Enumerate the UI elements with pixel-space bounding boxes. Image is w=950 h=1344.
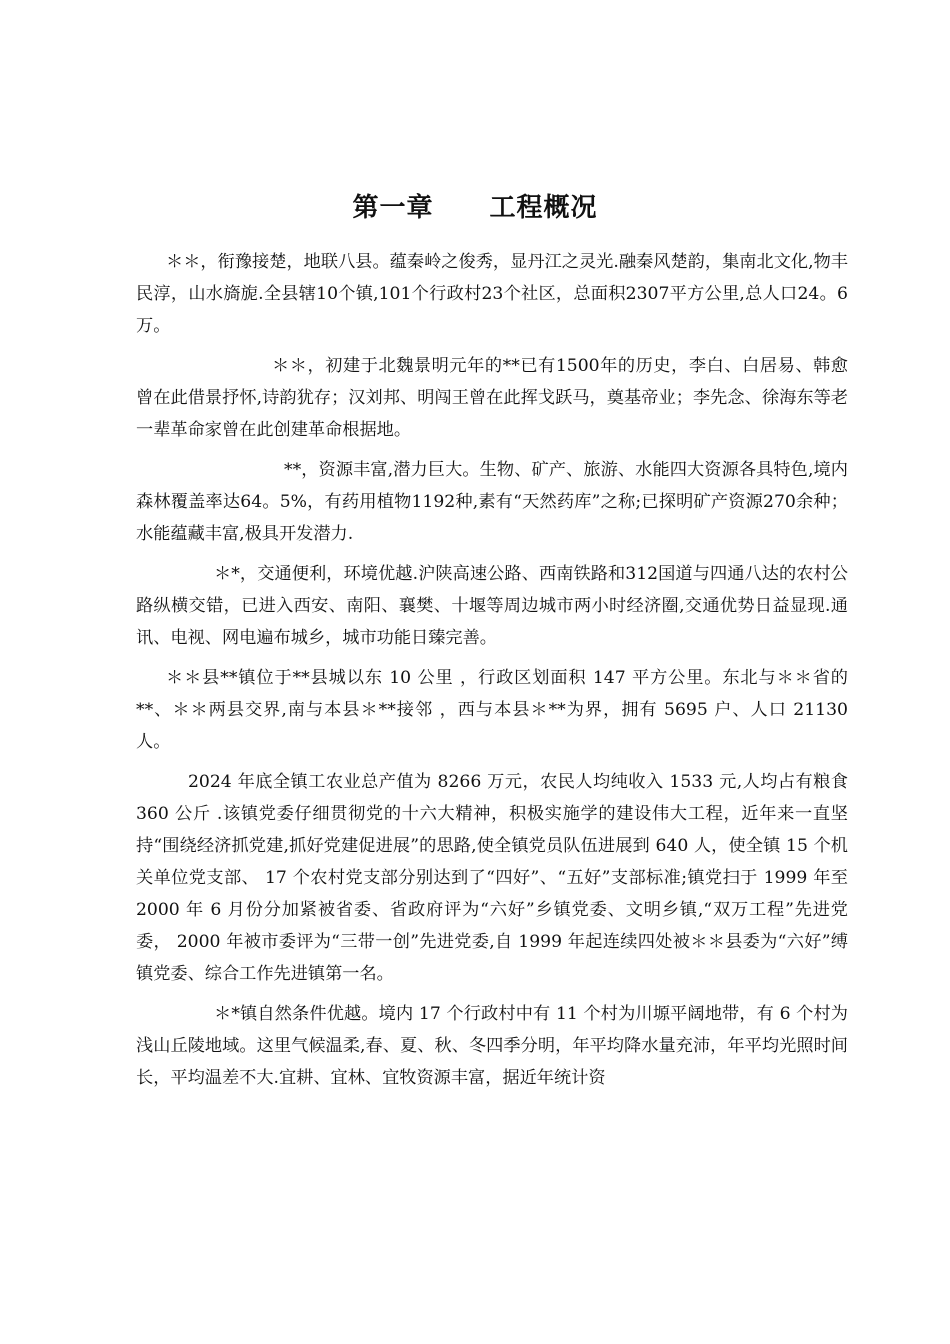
paragraph-town-location: ＊＊县**镇位于**县城以东 10 公里 ，行政区划面积 147 平方公里。东北与＊＊省的**、＊＊两县交界,南与本县＊**接邻 ，西与本县＊**为界，拥有 5695 户、人口 21130 人。 — [136, 668, 848, 752]
paragraph-history: ＊＊，初建于北魏景明元年的**已有1500年的历史，李白、白居易、韩愈曾在此借景抒怀,诗韵犹存；汉刘邦、明闯王曾在此挥戈跃马，奠基帝业；李先念、徐海东等老一辈革命家曾在此创建革命根据地。 — [136, 356, 848, 440]
chapter-title — [0, 187, 950, 224]
paragraph-resources: **，资源丰富,潜力巨大。生物、矿产、旅游、水能四大资源各具特色,境内森林覆盖率达64。5%，有药用植物1192种,素有“天然药库”之称;已探明矿产资源270余种；水能蕴藏丰富,极具开发潜力. — [136, 460, 848, 544]
paragraph-transport: ＊*，交通便利，环境优越.沪陕高速公路、西南铁路和312国道与四通八达的农村公路纵横交错，已进入西安、南阳、襄樊、十堰等周边城市两小时经济圈,交通优势日益显现.通讯、电视、网电遍布城乡，城市功能日臻完善。 — [136, 564, 848, 648]
paragraph-economy: 2024 年底全镇工农业总产值为 8266 万元，农民人均纯收入 1533 元,人均占有粮食 360 公斤 .该镇党委仔细贯彻党的十六大精神，积极实施学的建设伟大工程，近年来一直坚持“围绕经济抓党建,抓好党建促进展”的思路,使全镇党员队伍进展到 640 人，使全镇 15 个机关单位党支部、 17 个农村党支部分别达到了“四好”、“五好”支部标准;镇党扫于 1999 年至 2000 年 6 月份分加紧被省委、省政府评为“六好”乡镇党委、文明乡镇,“双万工程”先进党委， 2000 年被市委评为“三带一创”先进党委,自 1999 年起连续四处被＊＊县委为“六好”缚镇党委、综合工作先进镇第一名。 — [136, 772, 848, 984]
paragraph-natural-conditions: ＊*镇自然条件优越。境内 17 个行政村中有 11 个村为川塬平阔地带，有 6 个村为浅山丘陵地域。这里气候温柔,春、夏、秋、冬四季分明，年平均降水量充沛，年平均光照时间长，平均温差不大.宜耕、宜林、宜牧资源丰富，据近年统计资 — [136, 1004, 848, 1088]
chapter-name: 工程概况 — [489, 193, 598, 224]
document-body — [136, 246, 848, 1102]
chapter-number: 第一章 — [352, 193, 434, 224]
paragraph-overview: ＊＊，衔豫接楚，地联八县。蕴秦岭之俊秀，显丹江之灵光.融秦风楚韵，集南北文化,物丰民淳，山水旖旎.全县辖10个镇,101个行政村23个社区，总面积2307平方公里,总人口24。6万。 — [136, 252, 848, 336]
